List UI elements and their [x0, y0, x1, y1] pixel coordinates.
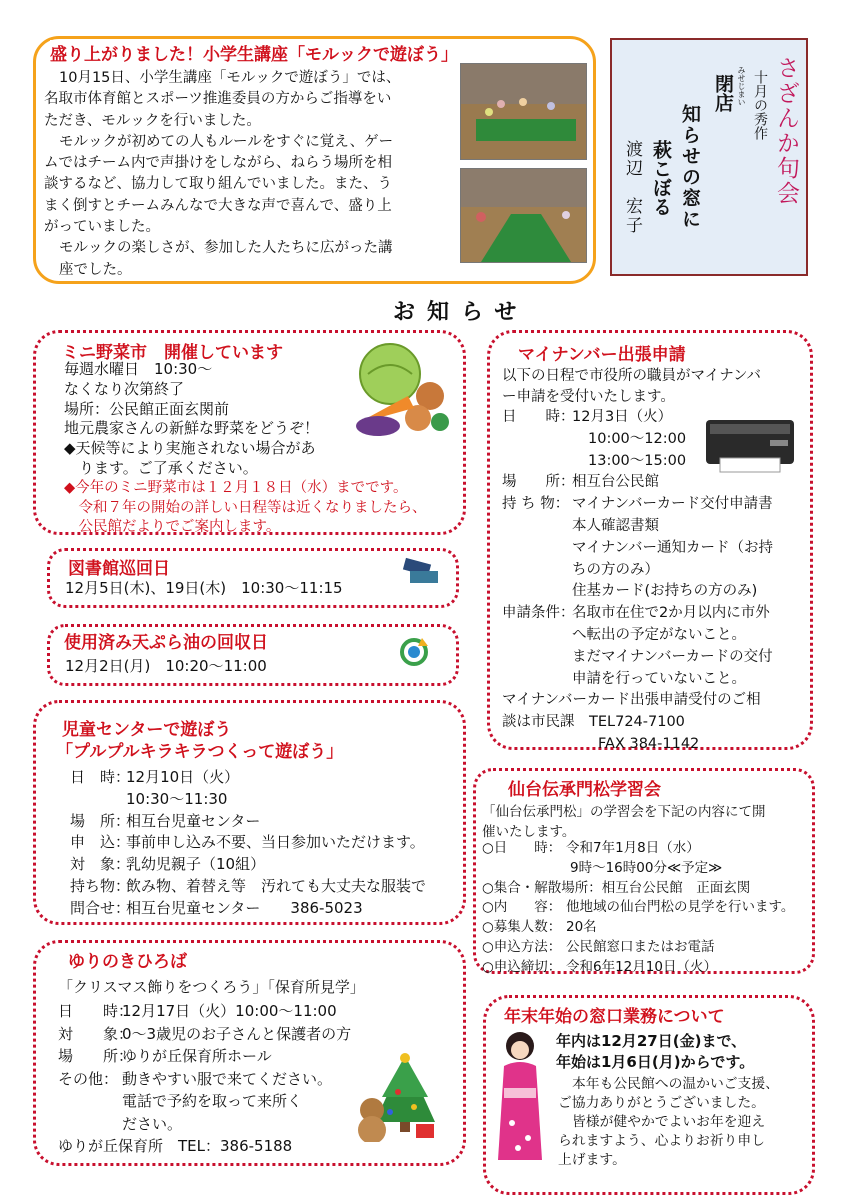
children-row: 申 込：事前申し込み不要、当日参加いただけます。	[70, 833, 425, 852]
haiku-author: 渡辺 宏子	[622, 140, 642, 235]
notice-heading: お知らせ	[393, 300, 529, 325]
morukku-line: まく倒すとチームみんなで大きな声で喜んで、盛り上	[44, 197, 392, 214]
mynumber-row: 日 時：12月3日（火）	[502, 409, 673, 425]
haiku-poem-2: 知らせの窓に	[679, 104, 701, 230]
children-rows	[70, 767, 426, 920]
yurinoki-rows	[58, 1000, 351, 1158]
sendai-rows	[482, 839, 794, 978]
mynumber-row: 申請を行っていないこと。	[572, 670, 746, 687]
gym-photo-1	[460, 63, 587, 160]
mynumber-row: 場 所：相互台公民館	[502, 474, 659, 491]
haiku-subtitle: 十月の秀作	[752, 70, 768, 140]
yearend-bold-2: 年始は1月6日(月)からです。	[556, 1053, 755, 1071]
yurinoki-row: 日 時：12月17日（火）10:00〜11:00	[58, 1002, 337, 1020]
yurinoki-row: 場 所：ゆりが丘保育所ホール	[58, 1047, 272, 1065]
morukku-line: がっていました。	[44, 219, 160, 236]
children-row: 対 象：乳幼児親子（10組）	[70, 855, 266, 874]
mynumber-title: マイナンバー出張申請	[512, 340, 692, 365]
morukku-body	[44, 68, 459, 281]
vegetable-line: ◆天候等により実施されない場合があ	[64, 439, 316, 458]
morukku-line: 10月15日、小学生講座「モルックで遊ぼう」では、	[59, 70, 401, 86]
haiku-poem-1: 閉店	[712, 74, 734, 112]
mynumber-row: 住基カード(お持ちの方のみ)	[572, 583, 758, 600]
children-row: 10:30〜11:30	[126, 789, 228, 808]
yearend-bold-1: 年内は12月27日(金)まで、	[556, 1032, 747, 1050]
sendai-intro-1: 「仙台伝承門松」の学習会を下記の内容にて開	[482, 804, 766, 820]
morukku-line: ムではチーム内で声掛けをしながら、ねらう場所を相	[44, 155, 392, 172]
vegetable-line: 場所：公民館正面玄関前	[64, 399, 230, 418]
sendai-row: ○内 容： 他地域の仙台門松の見学を行います。	[482, 899, 795, 916]
mynumber-row: 本人確認書類	[572, 517, 659, 534]
vegetable-title: ミニ野菜市 開催しています	[56, 338, 289, 363]
morukku-line: ただき、モルックを行いました。	[44, 112, 261, 129]
vegetable-line: なくなり次第終了	[64, 379, 185, 398]
recycle-icon	[396, 634, 432, 670]
mynumber-intro-2: ー申請を受付いたします。	[502, 389, 675, 405]
mynumber-row: 持 ち 物： マイナンバーカード交付申請書	[502, 496, 773, 513]
mynumber-contact-3: FAX 384-1142	[598, 735, 700, 752]
christmas-tree-icon	[350, 1052, 440, 1142]
kimono-woman-icon	[492, 1028, 548, 1164]
yurinoki-row: ださい。	[122, 1114, 183, 1133]
morukku-title: 盛り上がりました！小学生講座「モルックで遊ぼう」	[50, 40, 458, 65]
vegetables-icon	[348, 336, 458, 446]
morukku-line: 座でした。	[59, 261, 132, 278]
mynumber-row: へ転出の予定がないこと。	[572, 626, 746, 643]
children-row: 問合せ：相互台児童センター 386-5023	[70, 898, 363, 917]
sendai-row: ○日 時： 令和7年1月8日（水）	[482, 840, 700, 856]
sendai-row: ○申込方法： 公民館窓口またはお電話	[482, 938, 715, 955]
mynumber-contact-2: 談は市民課 TEL724-7100	[502, 714, 685, 731]
library-title: 図書館巡回日	[62, 554, 176, 579]
oil-text: 12月2日(月) 10:20〜11:00	[65, 657, 267, 675]
children-row: 持ち物：飲み物、着替え等 汚れても大丈夫な服装で	[70, 876, 427, 895]
vegetable-red-line: 令和７年の開始の詳しい日程等は近くなりましたら、	[64, 499, 427, 516]
sendai-row: ○募集人数： 20名	[482, 919, 597, 936]
mynumber-row: 13:00〜15:00	[588, 452, 687, 469]
mynumber-row: 申請条件：名取市在住で2か月以内に市外	[502, 605, 770, 622]
vegetable-line: ります。ご了承ください。	[64, 458, 258, 477]
vegetable-red-line: ◆今年のミニ野菜市は１２月１８日（水）までです。	[64, 479, 408, 496]
children-title-1: 児童センターで遊ぼう	[62, 720, 232, 740]
yearend-body	[558, 1075, 779, 1170]
yearend-line: 本年も公民館への温かいご支援、	[572, 1076, 779, 1092]
yearend-line: 皆様が健やかでよいお年を迎え	[572, 1114, 766, 1130]
mynumber-row: ちの方のみ）	[572, 561, 659, 578]
books-icon	[402, 555, 442, 589]
mynumber-row: マイナンバー通知カード（お持	[572, 539, 773, 556]
haiku-column-title: さざんか句会	[773, 56, 799, 206]
morukku-line: 名取市体育館とスポーツ推進委員の方からご指導をい	[44, 91, 392, 108]
mynumber-row: 10:00〜12:00	[588, 430, 687, 447]
sendai-intro-2: 催いたします。	[482, 824, 576, 840]
morukku-line: 談するなど、協力して取り組んでいました。また、う	[44, 176, 392, 193]
yearend-line: ご協力ありがとうございました。	[558, 1095, 765, 1111]
library-text: 12月5日(木)、19日(木) 10:30〜11:15	[65, 579, 343, 597]
vegetable-red-line: 公民館だよりでご案内します。	[64, 519, 281, 536]
yurinoki-subtitle: 「クリスマス飾りをつくろう」「保育所見学」	[58, 978, 365, 996]
printer-icon	[700, 406, 800, 478]
yearend-line: 上げます。	[558, 1152, 626, 1168]
sendai-title: 仙台伝承門松学習会	[502, 775, 667, 800]
sendai-row: 9時〜16時00分≪予定≫	[570, 859, 723, 876]
children-title-2: 「プルプルキラキラつくって遊ぼう」	[56, 742, 344, 762]
yurinoki-row: 対 象：0〜3歳児のお子さんと保護者の方	[58, 1024, 352, 1043]
sendai-row: ○集合・解散場所：相互台公民館 正面玄関	[482, 879, 751, 896]
mynumber-row: まだマイナンバーカードの交付	[572, 648, 773, 665]
children-row: 場 所：相互台児童センター	[70, 811, 261, 830]
yearend-line: られますよう、心よりお祈り申し	[558, 1133, 765, 1149]
oil-title: 使用済み天ぷら油の回収日	[58, 628, 274, 653]
morukku-line: モルックが初めての人もルールをすぐに覚え、ゲー	[59, 133, 394, 150]
mynumber-intro-1: 以下の日程で市役所の職員がマイナンバ	[502, 368, 761, 384]
yearend-title: 年末年始の窓口業務について	[498, 1002, 731, 1027]
yurinoki-row: その他： 動きやすい服で来てください。	[58, 1069, 333, 1088]
children-row: 日 時：12月10日（火）	[70, 768, 240, 786]
sendai-row: ○申込締切： 令和6年12月10日（火）	[482, 958, 717, 975]
yurinoki-contact: ゆりが丘保育所 TEL：386-5188	[58, 1137, 293, 1155]
mynumber-contact-1: マイナンバーカード出張申請受付のご相	[502, 692, 761, 709]
vegetable-line: 毎週水曜日 10:30〜	[64, 360, 213, 378]
yurinoki-row: 電話で予約を取って来所く	[122, 1092, 303, 1110]
yurinoki-title: ゆりのきひろば	[62, 947, 193, 972]
haiku-poem-3: 萩こぼる	[650, 140, 672, 216]
gym-photo-2	[460, 168, 587, 263]
morukku-line: モルックの楽しさが、参加した人たちに広がった講	[59, 240, 393, 257]
haiku-ruby: みせじまい	[737, 66, 746, 106]
vegetable-line: 地元農家さんの新鮮な野菜をどうぞ！	[64, 419, 320, 438]
